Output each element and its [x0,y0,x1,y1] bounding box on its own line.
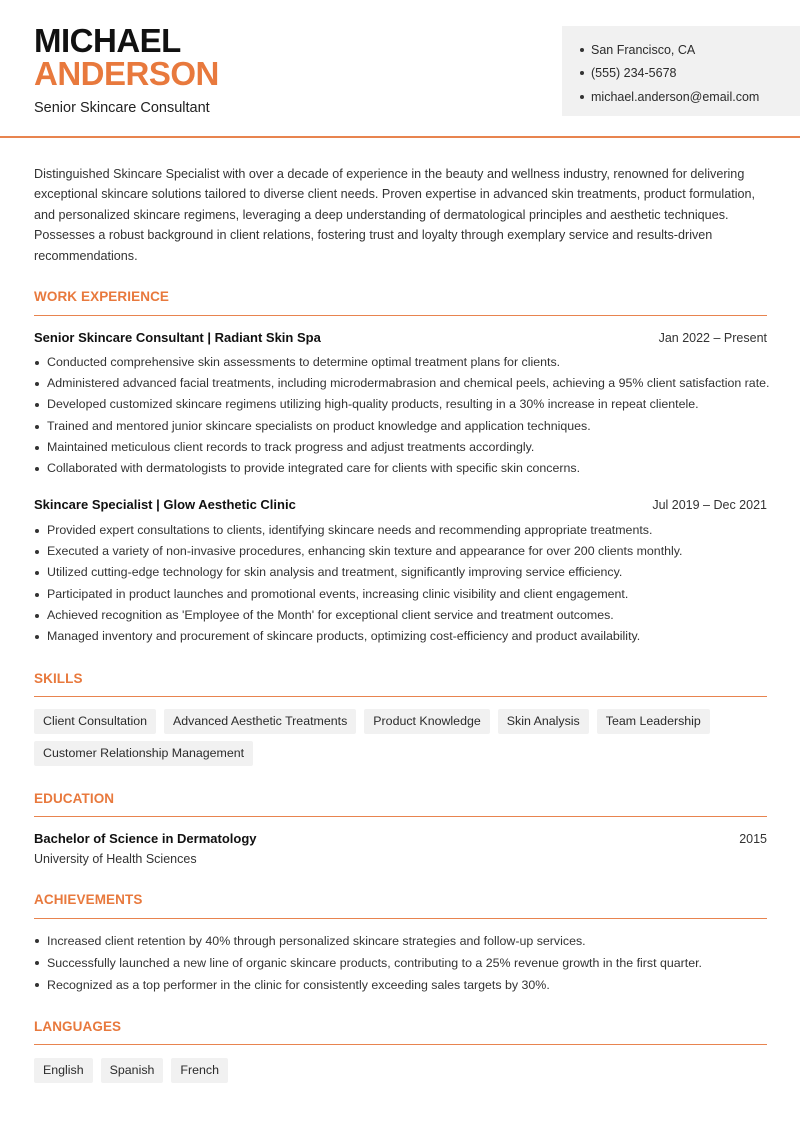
section-divider [34,816,767,817]
contact-box [562,26,800,116]
list-item: Provided expert consultations to clients, identifying skincare needs and recommending appropriate treatments. [34,520,774,541]
list-item: Increased client retention by 40% through personalized skincare strategies and follow-up services. [34,930,774,952]
list-item: Maintained meticulous client records to track progress and adjust treatments accordingly. [34,437,774,458]
skills-heading: SKILLS [34,671,83,686]
languages-list [34,1058,774,1083]
language-tag: French [171,1058,228,1083]
job-entry-1-header [34,330,767,345]
education-entry-header [34,831,767,846]
work-experience-heading: WORK EXPERIENCE [34,289,170,304]
list-item: Developed customized skincare regimens utilizing high-quality products, resulting in a 30% increase in repeat clientele. [34,394,774,415]
degree: Bachelor of Science in Dermatology [34,831,257,846]
list-item: Executed a variety of non-invasive procedures, enhancing skin texture and appearance for over 200 clients monthly. [34,541,774,562]
skill-tag: Team Leadership [597,709,710,734]
skill-tag: Client Consultation [34,709,156,734]
contact-location [580,38,800,62]
language-tag: Spanish [101,1058,164,1083]
job-dates: Jul 2019 – Dec 2021 [652,498,767,512]
achievements-list [34,930,774,996]
list-item: Managed inventory and procurement of skincare products, optimizing cost-efficiency and product availability. [34,626,774,647]
list-item: Collaborated with dermatologists to provide integrated care for clients with specific skin concerns. [34,458,774,479]
list-item: Recognized as a top performer in the clinic for consistently exceeding sales targets by 30%. [34,974,774,996]
bullet-dot-icon [580,48,584,52]
skill-tag: Product Knowledge [364,709,489,734]
section-divider [34,918,767,919]
school-name: University of Health Sciences [34,852,197,866]
bullet-dot-icon [580,95,584,99]
section-divider [34,1044,767,1045]
location-text: San Francisco, CA [591,42,696,57]
list-item: Utilized cutting-edge technology for skin analysis and treatment, significantly improving service efficiency. [34,562,774,583]
list-item: Conducted comprehensive skin assessments to determine optimal treatment plans for clients. [34,352,774,373]
job-entry-1-bullets [34,352,774,479]
phone-text: (555) 234-5678 [591,66,677,81]
list-item: Administered advanced facial treatments, including microdermabrasion and chemical peels, achieving a 95% client satisfaction rate. [34,373,774,394]
section-divider [34,315,767,316]
professional-summary: Distinguished Skincare Specialist with over a decade of experience in the beauty and wellness industry, renowned for delivering exceptional skincare solutions tailored to diverse client needs. Proven expertise in advanced skin treatments, product formulation, and personalized skincare regimens, leveraging a deep understanding of dermatological principles and aesthetic techniques. Possesses a robust background in client relations, fostering trust and loyalty through exemplary service and results-driven recommendations. [34,167,756,263]
list-item: Achieved recognition as 'Employee of the Month' for exceptional client service and treatment outcomes. [34,605,774,626]
list-item: Successfully launched a new line of organic skincare products, contributing to a 25% revenue growth in the first quarter. [34,952,774,974]
skills-list [34,709,774,766]
job-role: Skincare Specialist | Glow Aesthetic Clinic [34,497,296,512]
first-name: MICHAEL [34,22,181,59]
skill-tag: Advanced Aesthetic Treatments [164,709,356,734]
language-tag: English [34,1058,93,1083]
bullet-dot-icon [580,71,584,75]
section-divider [34,696,767,697]
achievements-heading: ACHIEVEMENTS [34,892,143,907]
job-dates: Jan 2022 – Present [658,331,767,345]
email-text: michael.anderson@email.com [591,89,760,104]
contact-email [580,85,800,109]
contact-phone [580,62,800,86]
last-name: ANDERSON [34,55,219,92]
job-role: Senior Skincare Consultant | Radiant Skin Spa [34,330,321,345]
job-entry-2-header [34,497,767,512]
languages-heading: LANGUAGES [34,1019,122,1034]
resume-header [0,0,800,138]
skill-tag: Skin Analysis [498,709,589,734]
skill-tag: Customer Relationship Management [34,741,253,766]
job-title: Senior Skincare Consultant [34,100,210,116]
job-entry-2-bullets [34,520,774,647]
list-item: Trained and mentored junior skincare specialists on product knowledge and application techniques. [34,416,774,437]
graduation-year: 2015 [739,832,767,846]
list-item: Participated in product launches and promotional events, increasing clinic visibility and client engagement. [34,584,774,605]
education-heading: EDUCATION [34,791,115,806]
